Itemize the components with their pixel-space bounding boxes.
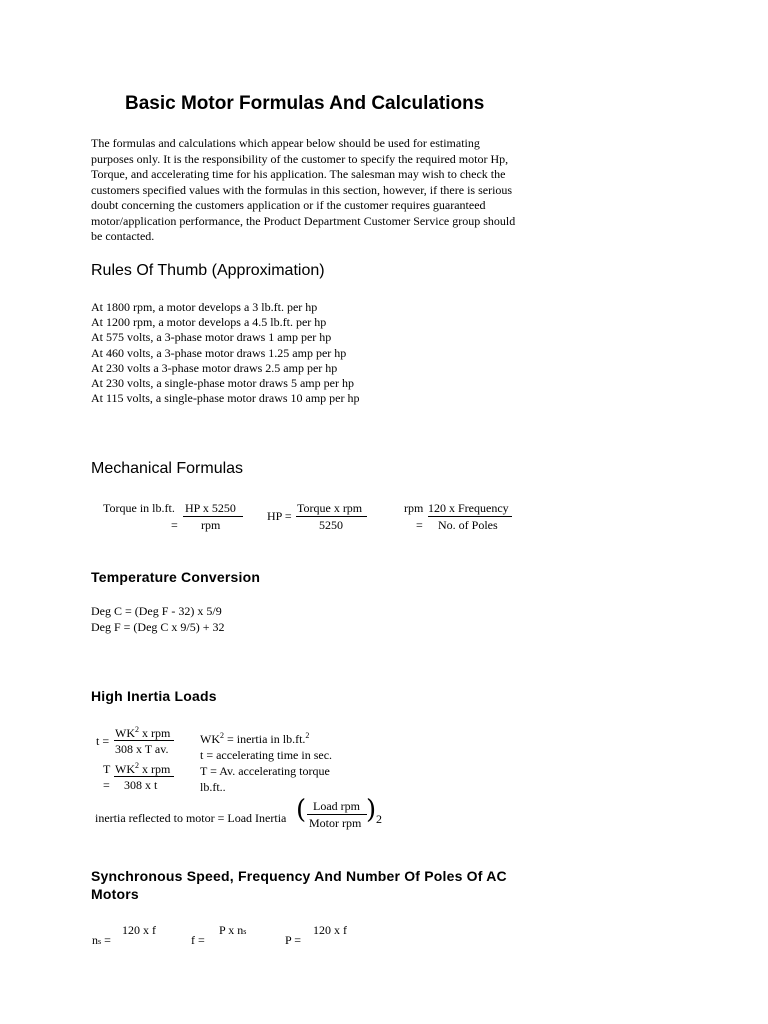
p-numerator: 120 x f <box>313 923 347 937</box>
intro-line: Torque, and accelerating time for his application. The salesman may wish to check the <box>91 167 506 181</box>
rpm-label: rpm <box>404 501 424 515</box>
accel-torque-equals: = <box>103 778 110 792</box>
accel-torque-label: T <box>103 762 111 776</box>
reflected-exponent: 2 <box>376 812 382 826</box>
reflected-denominator: Motor rpm <box>309 816 362 830</box>
intro-line: customers specified values with the formulas in this section, however, if there is serious <box>91 182 513 197</box>
accel-torque-numerator: $WK^2$ x rpm <box>115 761 171 776</box>
intro-line: doubt concerning the customers application or if the customer requires guaranteed <box>91 198 486 212</box>
rules-list <box>91 300 360 406</box>
hp-numerator: Torque x rpm <box>297 501 363 515</box>
accel-time-fraction-bar <box>114 740 174 741</box>
definition-torque-unit: lb.ft.. <box>200 780 226 794</box>
intro-line: The formulas and calculations which appear below should be used for estimating <box>91 136 480 150</box>
inertia-heading: High Inertia Loads <box>91 688 217 704</box>
hp-denominator: 5250 <box>319 518 343 532</box>
definition-wk2: $WK^2$ = inertia in lb.ft.$^2$ <box>200 731 310 746</box>
torque-equals: = <box>171 518 178 532</box>
torque-label: Torque in lb.ft. <box>103 501 175 515</box>
reflected-label: inertia reflected to motor = Load Inertia <box>95 811 287 825</box>
close-paren: ) <box>366 795 377 825</box>
definition-torque: T = Av. accelerating torque <box>200 764 330 778</box>
hp-label: HP = <box>267 509 292 523</box>
f-label: f = <box>191 933 205 947</box>
rule-item: At 230 volts a 3-phase motor draws 2.5 amp per hp <box>91 360 338 375</box>
ns-numerator: 120 x f <box>122 923 156 937</box>
ns-label: ns = <box>92 933 111 947</box>
rule-item: At 1800 rpm, a motor develops a 3 lb.ft. per hp <box>91 300 318 314</box>
intro-line: be contacted. <box>91 229 155 243</box>
rule-item: At 460 volts, a 3-phase motor draws 1.25 amp per hp <box>91 345 347 360</box>
hp-fraction-bar <box>296 516 367 517</box>
temperature-heading: Temperature Conversion <box>91 569 261 585</box>
rule-item: At 230 volts, a single-phase motor draws 5 amp per hp <box>91 376 354 391</box>
temperature-line: Deg C = (Deg F - 32) x 5/9 <box>91 604 222 618</box>
intro-line: purposes only. It is the responsibility of the customer to specify the required motor Hp, <box>91 151 509 166</box>
accel-torque-denominator: 308 x t <box>124 778 158 792</box>
f-numerator: P x ns <box>219 923 247 937</box>
temperature-formulas <box>91 603 225 635</box>
temperature-line: Deg F = (Deg C x 9/5) + 32 <box>91 620 225 634</box>
reflected-fraction-bar <box>307 814 367 815</box>
rule-item: At 115 volts, a single-phase motor draws 10 amp per hp <box>91 391 360 406</box>
rpm-fraction-bar <box>428 516 512 517</box>
accel-time-numerator: $WK^2$ x rpm <box>115 725 171 740</box>
torque-fraction-bar <box>183 516 243 517</box>
rpm-denominator: No. of Poles <box>438 518 498 532</box>
open-paren: ( <box>296 795 307 825</box>
accel-time-denominator: 308 x T av. <box>115 742 169 756</box>
rule-item: At 1200 rpm, a motor develops a 4.5 lb.ft. per hp <box>91 315 327 330</box>
page-title: Basic Motor Formulas And Calculations <box>125 93 485 114</box>
torque-denominator: rpm <box>201 518 221 532</box>
intro-line: motor/application performance, the Product Department Customer Service group should <box>91 213 516 228</box>
rpm-numerator: 120 x Frequency <box>428 501 509 515</box>
reflected-numerator: Load rpm <box>313 799 360 813</box>
definition-t: t = accelerating time in sec. <box>200 748 333 762</box>
sync-heading: Synchronous Speed, Frequency And Number Of Poles Of AC Motors <box>91 868 507 902</box>
inertia-definitions <box>200 728 332 795</box>
accel-torque-fraction-bar <box>114 776 174 777</box>
rules-heading: Rules Of Thumb (Approximation) <box>91 262 325 279</box>
intro-paragraph <box>91 136 515 245</box>
accel-time-label: t = <box>96 734 110 748</box>
p-label: P = <box>285 933 301 947</box>
torque-numerator: HP x 5250 <box>185 501 236 515</box>
mechanical-heading: Mechanical Formulas <box>91 460 244 477</box>
rule-item: At 575 volts, a 3-phase motor draws 1 amp per hp <box>91 330 332 345</box>
rpm-equals: = <box>416 518 423 532</box>
